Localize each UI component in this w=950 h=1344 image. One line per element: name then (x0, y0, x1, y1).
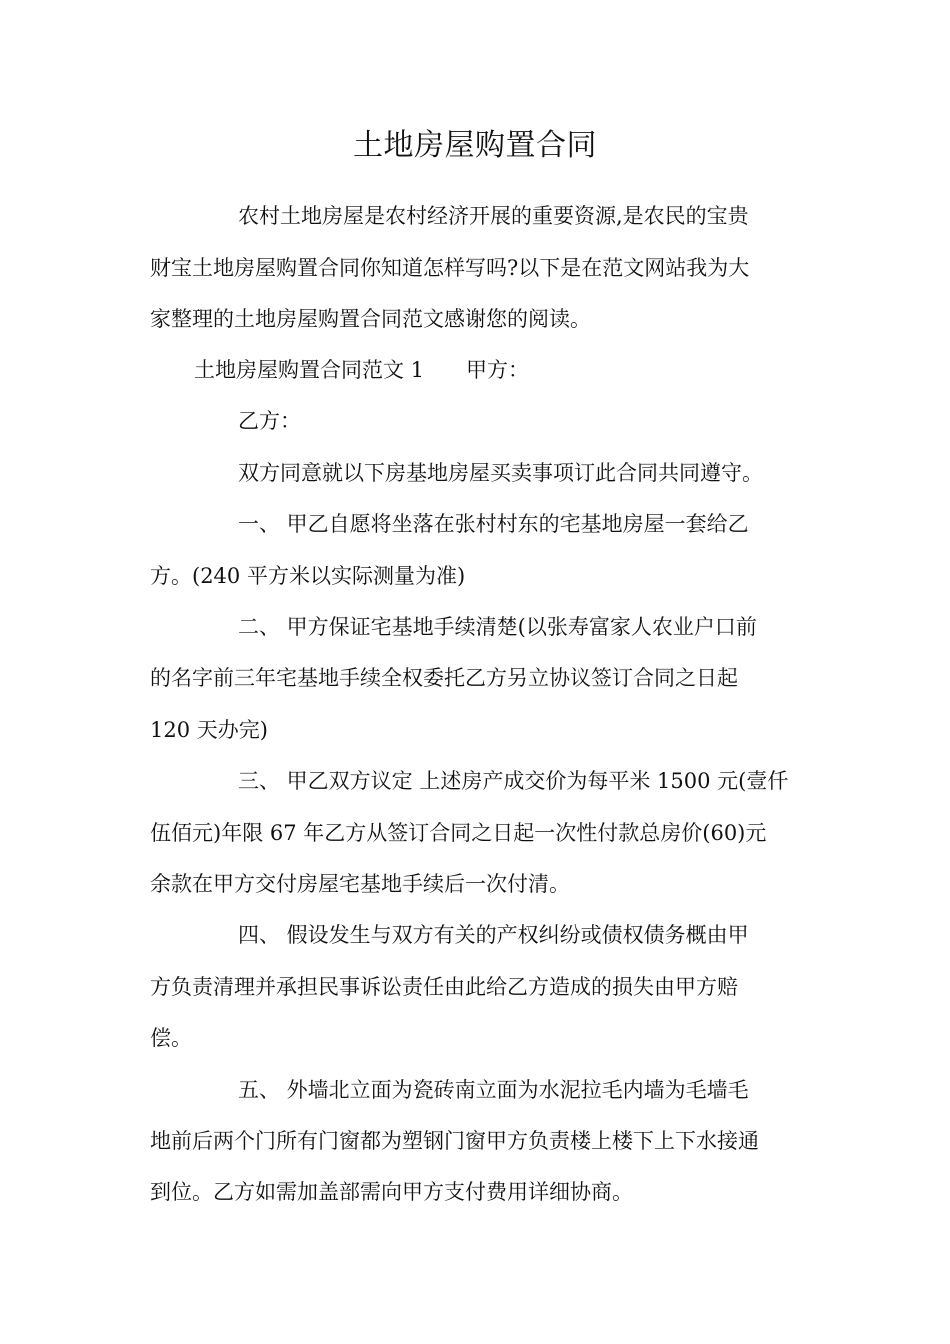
clause-4-line-2: 方负责清理并承担民事诉讼责任由此给乙方造成的损失由甲方赔 (150, 975, 738, 999)
clause-2-line-1: 二、 甲方保证宅基地手续清楚(以张寿富家人农业户口前 (238, 615, 757, 639)
intro-line-2: 财宝土地房屋购置合同你知道怎样写吗?以下是在范文网站我为大 (150, 256, 750, 280)
clause-5-line-2: 地前后两个门所有门窗都为塑钢门窗甲方负责楼上楼下上下水接通 (150, 1129, 759, 1153)
clause-1-line-2: 方。(240 平方米以实际测量为准) (150, 564, 466, 588)
clause-4-line-1: 四、 假设发生与双方有关的产权纠纷或债权债务概由甲 (238, 923, 749, 947)
clause-5-line-3: 到位。乙方如需加盖部需向甲方支付费用详细协商。 (150, 1180, 633, 1204)
heading-line: 土地房屋购置合同范文 1 甲方： (194, 358, 530, 382)
clause-3-line-2: 伍佰元)年限 67 年乙方从签订合同之日起一次性付款总房价(60)元 (150, 821, 767, 845)
clause-3-line-1: 三、 甲乙双方议定 上述房产成交价为每平米 1500 元(壹仟 (238, 769, 789, 793)
agreement-line: 双方同意就以下房基地房屋买卖事项订此合同共同遵守。 (238, 461, 763, 485)
party-b-line: 乙方： (238, 409, 301, 433)
clause-2-line-3: 120 天办完) (150, 718, 268, 742)
clause-3-line-3: 余款在甲方交付房屋宅基地手续后一次付清。 (150, 872, 570, 896)
clause-1-line-1: 一、 甲乙自愿将坐落在张村村东的宅基地房屋一套给乙 (238, 512, 749, 536)
intro-line-1: 农村土地房屋是农村经济开展的重要资源,是农民的宝贵 (238, 204, 749, 228)
clause-2-line-2: 的名字前三年宅基地手续全权委托乙方另立协议签订合同之日起 (150, 666, 738, 690)
intro-line-3: 家整理的土地房屋购置合同范文感谢您的阅读。 (150, 307, 591, 331)
clause-5-line-1: 五、 外墙北立面为瓷砖南立面为水泥拉毛内墙为毛墙毛 (238, 1078, 749, 1102)
clause-4-line-3: 偿。 (150, 1026, 192, 1050)
document-title: 土地房屋购置合同 (353, 128, 597, 163)
